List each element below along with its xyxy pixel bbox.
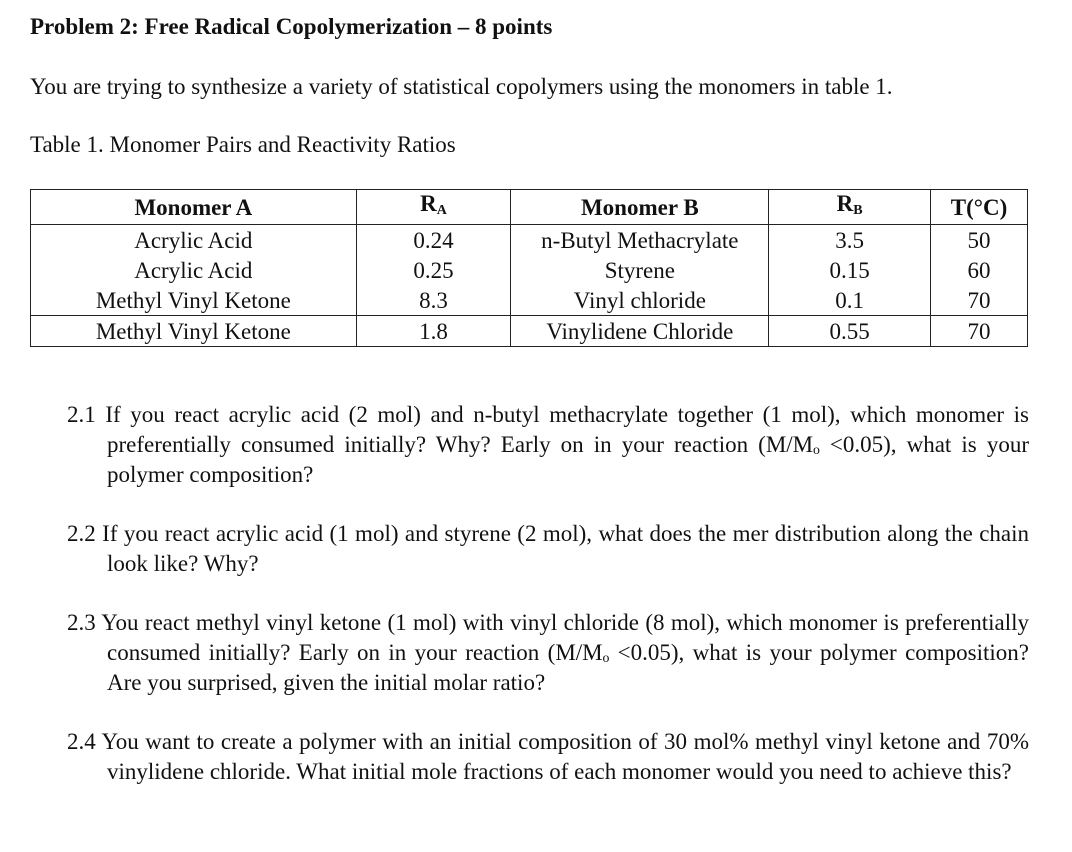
cell-monomer-a: Acrylic Acid [31, 225, 357, 256]
cell-monomer-a: Methyl Vinyl Ketone [31, 285, 357, 316]
question-body: You react methyl vinyl ketone (1 mol) with vinyl chloride (8 mol), which monomer is preferentially consumed initially? Early on in your reaction (M/Mₒ <0.05), what is your polymer composition? Are you surprised, given the initial molar ratio? [101, 610, 1029, 695]
table-row [31, 225, 1028, 256]
cell-temperature: 50 [931, 225, 1028, 256]
table-row [31, 285, 1028, 316]
cell-monomer-b: Vinyl chloride [511, 285, 769, 316]
cell-rb: 0.1 [769, 285, 931, 316]
question-body: If you react acrylic acid (1 mol) and styrene (2 mol), what does the mer distribution along the chain look like? Why? [102, 521, 1030, 576]
question-number: 2.3 [67, 610, 96, 635]
cell-monomer-a: Methyl Vinyl Ketone [31, 316, 357, 347]
cell-ra: 0.24 [356, 225, 511, 256]
header-rb [769, 190, 931, 225]
header-monomer-a: Monomer A [31, 190, 357, 225]
cell-temperature: 70 [931, 285, 1028, 316]
question-2-4 [67, 727, 1029, 787]
intro-text: You are trying to synthesize a variety of statistical copolymers using the monomers in table 1. [30, 74, 893, 99]
cell-temperature: 60 [931, 255, 1028, 285]
table-row [31, 316, 1028, 347]
question-number: 2.2 [67, 521, 96, 546]
cell-rb: 0.15 [769, 255, 931, 285]
header-temperature: T(°C) [931, 190, 1028, 225]
cell-monomer-b: Styrene [511, 255, 769, 285]
cell-monomer-b: n-Butyl Methacrylate [511, 225, 769, 256]
question-text [67, 519, 1029, 579]
cell-monomer-b: Vinylidene Chloride [511, 316, 769, 347]
table-header-row [31, 190, 1028, 225]
header-ra-sub: A [436, 203, 447, 218]
cell-monomer-a: Acrylic Acid [31, 255, 357, 285]
cell-ra: 8.3 [356, 285, 511, 316]
question-2-1 [67, 400, 1029, 490]
header-rb-sub: B [853, 203, 863, 218]
cell-temperature: 70 [931, 316, 1028, 347]
header-ra-main: R [420, 191, 437, 216]
reactivity-table [30, 189, 1028, 347]
header-rb-main: R [836, 191, 854, 216]
cell-rb: 0.55 [769, 316, 931, 347]
cell-ra: 1.8 [356, 316, 511, 347]
question-number: 2.4 [67, 729, 96, 754]
cell-rb: 3.5 [769, 225, 931, 256]
cell-ra: 0.25 [356, 255, 511, 285]
question-text [67, 727, 1029, 787]
header-ra [356, 190, 511, 225]
question-body: If you react acrylic acid (2 mol) and n-butyl methacrylate together (1 mol), which monomer is preferentially consumed initially? Why? Early on in your reaction (M/Mₒ <0.05), what is your polymer composition? [105, 402, 1029, 487]
question-text [67, 608, 1029, 698]
question-2-2 [67, 519, 1029, 579]
header-monomer-b: Monomer B [511, 190, 769, 225]
table-caption: Table 1. Monomer Pairs and Reactivity Ratios [30, 132, 456, 157]
problem-title: Problem 2: Free Radical Copolymerization – 8 points [30, 14, 553, 39]
table-row [31, 255, 1028, 285]
question-text [67, 400, 1029, 490]
question-body: You want to create a polymer with an initial composition of 30 mol% methyl vinyl ketone and 70% vinylidene chloride. What initial mole fractions of each monomer would you need to achieve this? [101, 729, 1029, 784]
question-number: 2.1 [67, 402, 96, 427]
question-2-3 [67, 608, 1029, 698]
